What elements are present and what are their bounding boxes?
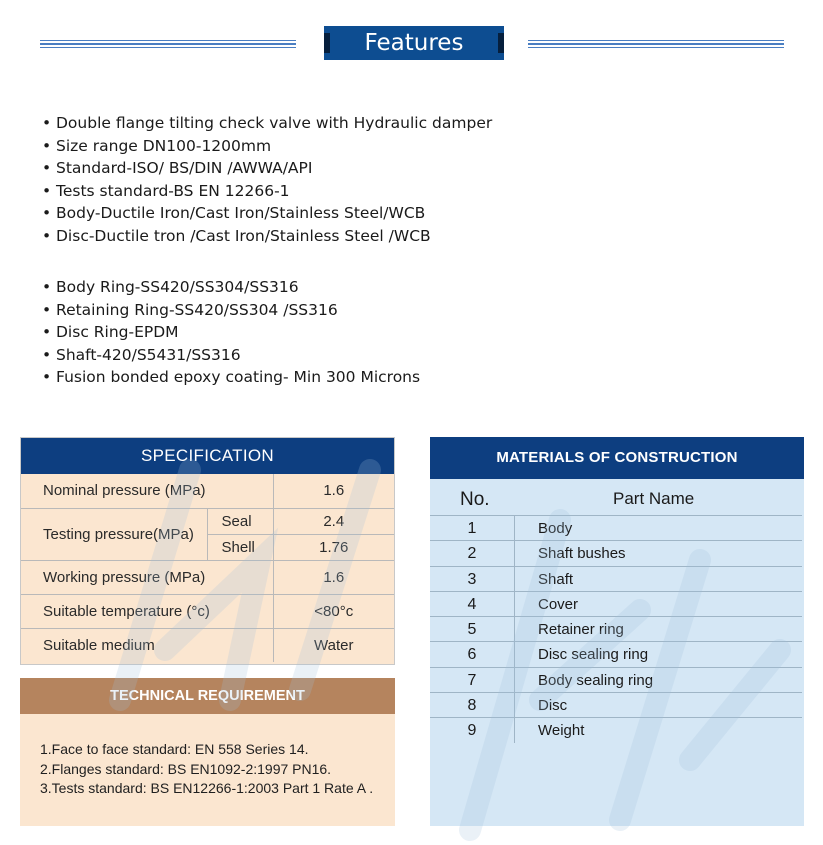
technical-requirement-title: TECHNICAL REQUIREMENT [20, 678, 395, 714]
bullet-icon: • [42, 345, 52, 364]
technical-requirement-list [40, 740, 373, 799]
table-row [430, 616, 802, 641]
row-part-name: Body sealing ring [538, 671, 654, 689]
feature-item [42, 321, 492, 344]
row-part-name: Disc sealing ring [538, 646, 649, 664]
features-group-2 [42, 276, 492, 389]
bullet-icon: • [42, 136, 52, 155]
feature-text: Shaft-420/S5431/SS316 [56, 345, 241, 364]
feature-text: Body Ring-SS420/SS304/SS316 [56, 278, 299, 296]
spec-label: Nominal pressure (MPa) [21, 474, 273, 508]
table-row [21, 594, 394, 628]
features-list [42, 112, 492, 389]
row-number: 7 [467, 671, 477, 689]
table-row [430, 591, 802, 616]
list-item: 3.Tests standard: BS EN12266-1:2003 Part 1 Rate A . [40, 780, 374, 796]
feature-item [42, 225, 492, 248]
specification-table [20, 437, 395, 665]
row-number: 4 [467, 595, 477, 613]
feature-item [42, 344, 492, 367]
feature-item [42, 180, 492, 203]
spec-value: 1.6 [273, 474, 394, 508]
spec-label: Testing pressure(MPa) [21, 508, 207, 560]
materials-rows [430, 515, 802, 743]
spec-sublabel: Shell [207, 534, 273, 560]
table-row [430, 540, 802, 565]
spec-value: Water [273, 628, 394, 662]
feature-item [42, 135, 492, 158]
feature-text: Standard-ISO/ BS/DIN /AWWA/API [56, 159, 313, 177]
bullet-icon: • [42, 204, 52, 222]
row-part-name: Weight [538, 722, 585, 740]
feature-item [42, 276, 492, 299]
feature-item [42, 366, 492, 389]
row-number: 9 [467, 722, 477, 740]
materials-column-headers [430, 479, 804, 515]
bullet-icon: • [42, 300, 52, 319]
table-row [21, 560, 394, 594]
table-row [21, 474, 394, 508]
row-number: 6 [467, 646, 477, 664]
row-number: 5 [467, 621, 477, 639]
list-item: 1.Face to face standard: EN 558 Series 14. [40, 741, 309, 757]
spec-label: Working pressure (MPa) [21, 560, 273, 594]
bullet-icon: • [42, 114, 52, 132]
spec-value: 1.6 [273, 560, 394, 594]
feature-item [42, 157, 492, 180]
bullet-icon: • [42, 278, 52, 296]
spec-sublabel: Seal [207, 508, 273, 534]
specification-title: SPECIFICATION [21, 438, 394, 474]
specification-grid [21, 474, 394, 662]
feature-text: Size range DN100-1200mm [56, 136, 272, 155]
row-number: 2 [467, 545, 477, 563]
feature-item [42, 202, 492, 225]
spec-label: Suitable medium [21, 628, 273, 662]
row-part-name: Shaft bushes [538, 545, 626, 563]
bullet-icon: • [42, 226, 52, 245]
table-row [430, 667, 802, 692]
bullet-icon: • [42, 181, 52, 200]
spec-value: 1.76 [273, 534, 394, 560]
table-row [21, 628, 394, 662]
header-rule-left [40, 40, 296, 48]
row-number: 1 [467, 520, 477, 537]
list-item: 2.Flanges standard: BS EN1092-2:1997 PN16. [40, 760, 332, 777]
row-number: 8 [467, 697, 477, 715]
features-title-banner [324, 26, 504, 60]
header-rule-right [528, 40, 784, 48]
feature-text: Tests standard-BS EN 12266-1 [56, 181, 290, 200]
table-row [430, 566, 802, 591]
row-number: 3 [467, 570, 477, 588]
table-row [430, 692, 802, 717]
row-part-name: Disc [538, 697, 568, 715]
row-part-name: Cover [538, 595, 579, 613]
feature-text: Disc-Ductile tron /Cast Iron/Stainless Steel /WCB [56, 226, 431, 245]
feature-text: Disc Ring-EPDM [56, 323, 179, 341]
spec-value: <80°c [273, 594, 394, 628]
banner-cap-right [498, 33, 504, 53]
page-title: Features [364, 30, 464, 56]
feature-text: Double flange tilting check valve with Hydraulic damper [56, 114, 493, 132]
feature-text: Fusion bonded epoxy coating- Min 300 Microns [56, 368, 421, 386]
row-part-name: Shaft [538, 570, 574, 588]
column-header-no: No. [460, 489, 490, 510]
table-row [430, 515, 802, 540]
features-group-1 [42, 112, 492, 247]
column-header-part-name: Part Name [613, 489, 695, 508]
feature-item [42, 299, 492, 322]
feature-item [42, 112, 492, 135]
technical-requirement-panel [20, 678, 395, 826]
row-part-name: Body [538, 520, 573, 537]
table-row [430, 641, 802, 666]
spec-value: 2.4 [273, 508, 394, 534]
bullet-icon: • [42, 323, 52, 341]
bullet-icon: • [42, 368, 52, 386]
spec-label: Suitable temperature (°c) [21, 594, 273, 628]
materials-table [430, 437, 804, 826]
row-part-name: Retainer ring [538, 621, 624, 639]
materials-title: MATERIALS OF CONSTRUCTION [430, 437, 804, 479]
bullet-icon: • [42, 159, 52, 177]
feature-text: Body-Ductile Iron/Cast Iron/Stainless Steel/WCB [56, 204, 426, 222]
table-row [430, 717, 802, 742]
feature-text: Retaining Ring-SS420/SS304 /SS316 [56, 300, 338, 319]
table-row [21, 508, 394, 534]
